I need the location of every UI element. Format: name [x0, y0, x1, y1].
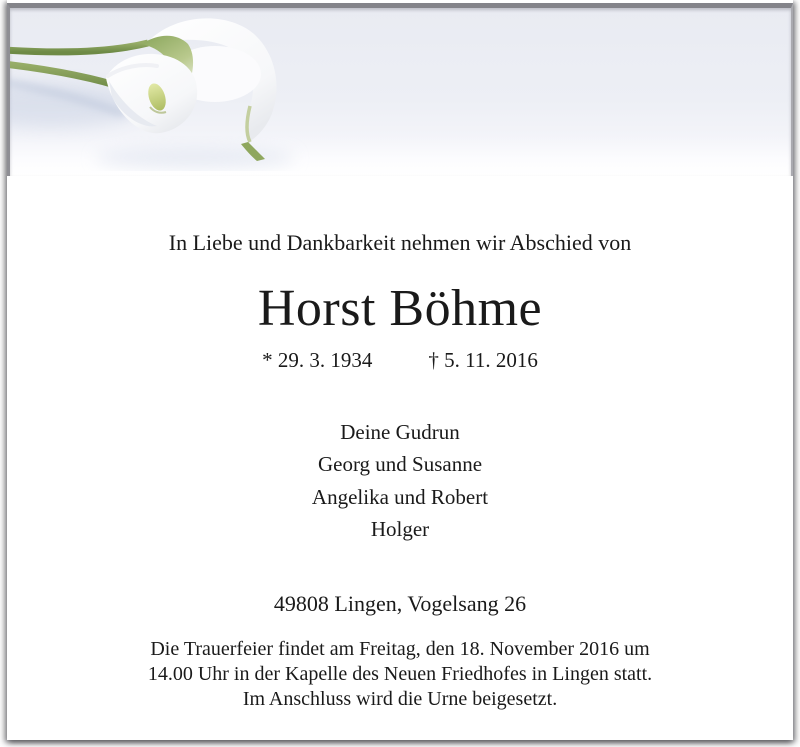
mourner-name: Georg und Susanne	[317, 452, 483, 477]
obituary-card	[7, 0, 793, 740]
funeral-info-line: Die Trauerfeier findet am Freitag, den 18. November 2016 um	[150, 637, 650, 660]
deceased-name: Horst Böhme	[257, 280, 543, 338]
mourners-list	[7, 416, 793, 546]
life-dates	[7, 348, 793, 373]
mourner-name: Holger	[370, 517, 430, 542]
obituary-text	[7, 175, 793, 712]
death-date: † 5. 11. 2016	[428, 348, 538, 373]
funeral-info-line: 14.00 Uhr in der Kapelle des Neuen Friedhofes in Lingen statt.	[147, 662, 653, 685]
mourner-name: Deine Gudrun	[340, 419, 460, 444]
address-line: 49808 Lingen, Vogelsang 26	[273, 590, 527, 616]
funeral-info	[7, 637, 793, 712]
calla-lilies-image	[10, 8, 370, 171]
memorial-photo	[7, 3, 793, 176]
funeral-info-line: Im Anschluss wird die Urne beigesetzt.	[242, 687, 558, 710]
intro-text: In Liebe und Dankbarkeit nehmen wir Abschied von	[168, 230, 632, 255]
birth-date: * 29. 3. 1934	[262, 348, 373, 373]
mourner-name: Angelika und Robert	[311, 484, 489, 509]
